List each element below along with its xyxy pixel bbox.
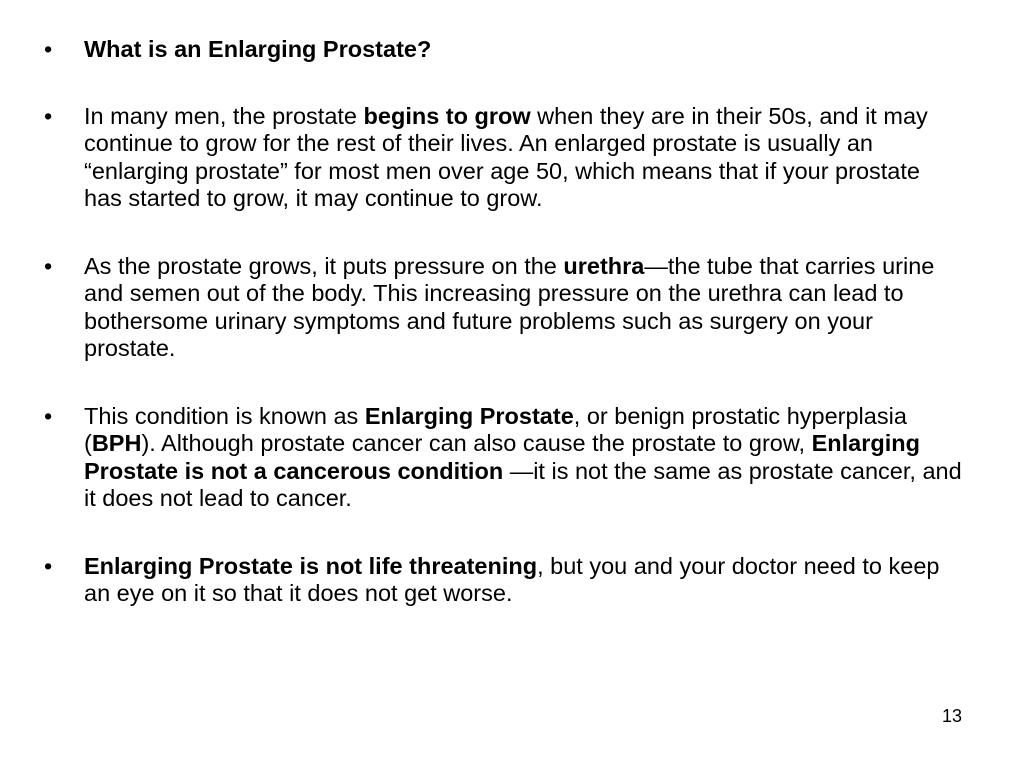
bullet-text: This condition is known as	[84, 402, 365, 429]
bullet-text: when they are in their 50s, and it may continue to grow for the rest of their lives. An enlarged prostate is usually an “enlarging prostate” for most men over age 50, which means that if your prostate has started to grow, it may continue to grow.	[84, 102, 928, 211]
bullet-item	[44, 253, 964, 363]
bullet-dot-icon: •	[44, 552, 53, 579]
bullet-text: ). Although prostate cancer can also cause the prostate to grow,	[141, 430, 812, 456]
bullet-text-bold: Enlarging Prostate is not a cancerous condition	[84, 430, 920, 484]
bullet-text: As the prostate grows, it puts pressure on the	[84, 252, 564, 279]
bullet-dot-icon: •	[44, 102, 53, 129]
bullet-list	[44, 36, 964, 648]
bullet-text: —it is not the same as prostate cancer, and it does not lead to cancer.	[84, 457, 962, 511]
bullet-text-bold: begins to grow	[363, 102, 531, 129]
bullet-dot-icon: •	[44, 402, 53, 429]
bullet-item	[44, 103, 964, 213]
bullet-item	[44, 36, 964, 64]
bullet-dot-icon: •	[44, 36, 53, 62]
bullet-text: In many men, the prostate	[84, 102, 364, 129]
bullet-text: , but you and your doctor need to keep an eye on it so that it does not get worse.	[84, 552, 940, 606]
bullet-text-bold: BPH	[91, 430, 142, 456]
bullet-text-bold: urethra	[563, 252, 645, 279]
bullet-text: , or benign prostatic hyperplasia (	[84, 402, 907, 456]
bullet-text-bold: What is an Enlarging Prostate?	[84, 36, 432, 62]
bullet-text: —the tube that carries urine and semen out of the body. This increasing pressure on the urethra can lead to bothersome urinary symptoms and future problems such as surgery on your prostate.	[84, 252, 935, 361]
bullet-item	[44, 403, 964, 513]
bullet-dot-icon: •	[44, 252, 53, 279]
bullet-text-bold: Enlarging Prostate	[364, 402, 574, 429]
bullet-item	[44, 553, 964, 608]
page-number: 13	[941, 706, 962, 726]
bullet-text-bold: Enlarging Prostate is not life threatening	[84, 552, 538, 579]
